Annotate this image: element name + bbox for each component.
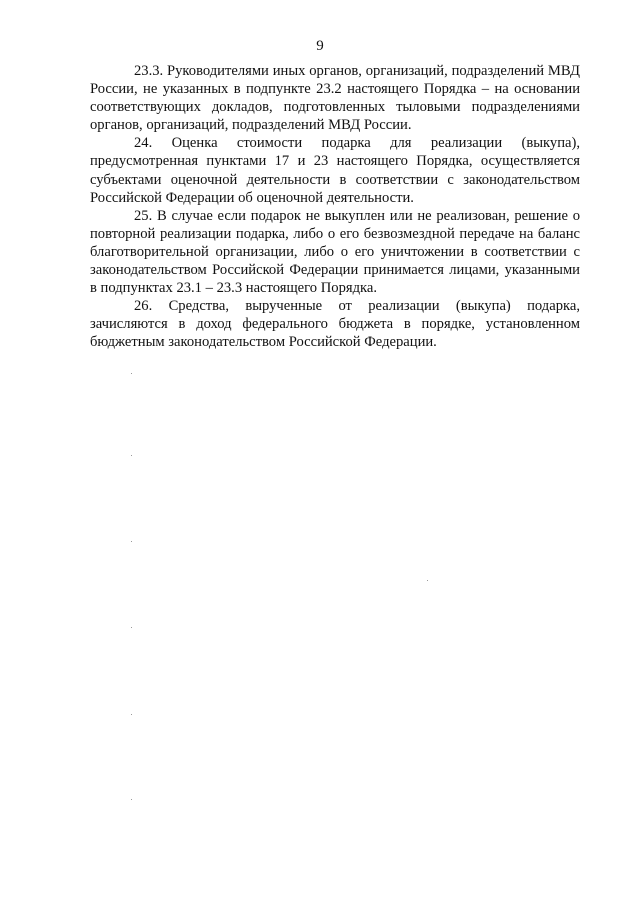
paragraph-number: 24. <box>134 135 153 152</box>
paragraph-23-3 <box>90 62 580 134</box>
scan-speck <box>131 455 132 456</box>
paragraph-24 <box>90 134 580 206</box>
scan-speck <box>131 799 132 800</box>
scan-speck <box>131 627 132 628</box>
paragraph-25 <box>90 207 580 297</box>
scan-speck <box>131 714 132 715</box>
document-body <box>90 62 580 352</box>
paragraph-text: Средства, вырученные от реализации (выкупа) подарка, зачисляются в доход федерального бюджета в порядке, установленном бюджетным законодательством Российской Федерации. <box>90 298 580 351</box>
scan-speck <box>427 580 428 581</box>
paragraph-text: Оценка стоимости подарка для реализации (выкупа), предусмотренная пунктами 17 и 23 настоящего Порядка, осуществляется субъектами оценочной деятельности в соответствии с законодательством Российской Федерации об оценочной деятельности. <box>90 135 580 206</box>
paragraph-number: 23.3. <box>134 63 164 79</box>
paragraph-26 <box>90 297 580 351</box>
scan-speck <box>131 373 132 374</box>
scan-speck <box>131 541 132 542</box>
paragraph-text: Руководителями иных органов, организаций, подразделений МВД России, не указанных в подпункте 23.2 настоящего Порядка – на основании соответствующих докладов, подготовленных тыловыми подразделениями органов, организаций, подразделений МВД России. <box>90 63 580 134</box>
paragraph-number: 25. <box>134 207 153 224</box>
paragraph-number: 26. <box>134 298 153 315</box>
page-number: 9 <box>316 38 324 54</box>
paragraph-text: В случае если подарок не выкуплен или не реализован, решение о повторной реализации подарка, либо о его безвозмездной передаче на баланс благотворительной организации, либо о его уничтожении в соответствии с законодательством Российской Федерации принимается лицами, указанными в подпунктах 23.1 – 23.3 настоящего Порядка. <box>90 207 580 297</box>
